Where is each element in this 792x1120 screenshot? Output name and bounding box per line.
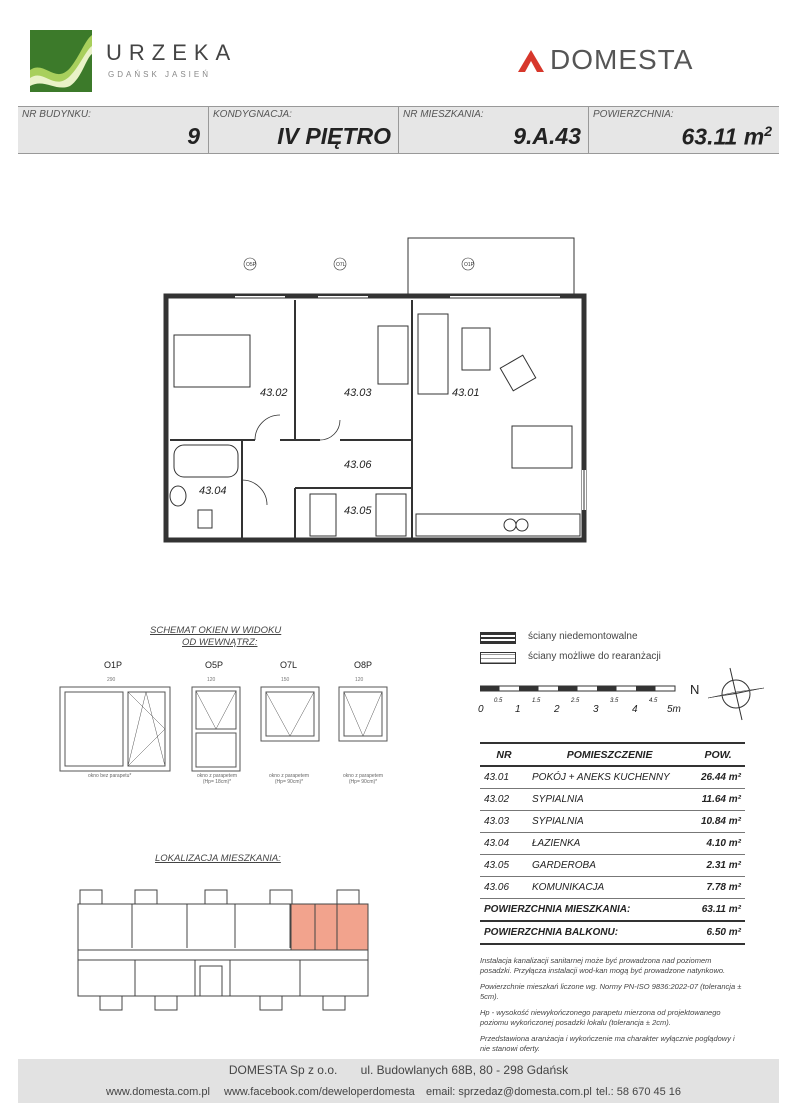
col-nr: NR [480,743,528,766]
floor-value: IV PIĘTRO [277,123,391,149]
window-o7l-name: O7L [280,660,298,670]
total-balcony-value: 6.50 m² [691,921,745,944]
row-nr: 43.01 [480,766,528,789]
legend-fixed-swatch [480,632,516,644]
table-row [480,855,745,877]
total-apartment-row [480,899,745,922]
window-o8p-name: O8P [354,660,373,670]
row-name: KOMUNIKACJA [528,877,691,899]
floor-plan [150,230,620,550]
row-area: 10.84 m² [691,811,745,833]
row-nr: 43.03 [480,811,528,833]
row-area: 26.44 m² [691,766,745,789]
scale-label-3: 3 [593,704,599,715]
rooms-table-header [480,743,745,766]
window-tag-o7l: O7L [336,262,346,268]
scale-label-4: 4 [632,704,638,715]
row-area: 2.31 m² [691,855,745,877]
window-o8p-note: okno z parapetem (Hp= 90cm)* [342,773,384,785]
apartment-cell [398,107,589,153]
legend-fixed-label: ściany niedemontowalne [528,631,638,642]
row-name: POKÓJ + ANEKS KUCHENNY [528,766,691,789]
footer-company: DOMESTA Sp z o.o. [228,1063,338,1077]
scale-minor-0: 0.5 [494,698,503,704]
rooms-table [480,742,745,945]
room-label-43-02: 43.02 [260,387,288,399]
apartment-value: 9.A.43 [513,123,581,149]
svg-text:290: 290 [107,677,116,683]
svg-text:150: 150 [281,677,290,683]
total-apartment-value: 63.11 m² [691,899,745,922]
highlighted-apartment [291,904,368,950]
row-nr: 43.06 [480,877,528,899]
footer-phone: tel.: 58 670 45 16 [596,1086,682,1098]
total-apartment-label: POWIERZCHNIA MIESZKANIA: [480,899,691,922]
col-area: POW. [691,743,745,766]
table-row [480,877,745,899]
footer [18,1059,779,1103]
total-balcony-label: POWIERZCHNIA BALKONU: [480,921,691,944]
row-name: SYPIALNIA [528,789,691,811]
room-label-43-05: 43.05 [344,505,372,517]
floor-label: KONDYGNACJA: [213,109,292,120]
project-subtitle: GDAŃSK JASIEŃ [108,70,212,79]
window-o7l-note: okno z parapetem (Hp= 90cm)* [268,773,310,785]
row-area: 7.78 m² [691,877,745,899]
area-value: 63.11 $m^2$ [681,123,772,150]
footer-email[interactable]: email: sprzedaz@domesta.com.pl [426,1086,592,1098]
note-1: Instalacja kanalizacji sanitarnej może być prowadzona nad poziomem posadzki. Przyłącza instalacji wod-kan mogą być prowadzone natynkowo. [480,956,726,975]
building-label: NR BUDYNKU: [22,109,91,120]
room-label-43-01: 43.01 [452,387,480,399]
footer-website[interactable]: www.domesta.com.pl [106,1086,210,1098]
scale-label-1: 1 [515,704,521,715]
location-plan [75,888,375,1020]
row-area: 4.10 m² [691,833,745,855]
table-row [480,766,745,789]
footer-facebook[interactable]: www.facebook.com/deweloperdomesta [224,1086,415,1098]
scale-label-0: 0 [478,704,484,715]
svg-text:120: 120 [355,677,364,683]
scale-minor-1: 1.5 [532,698,541,704]
floor-cell [208,107,399,153]
scale-bar [480,684,680,696]
window-o5p-name: O5P [205,660,224,670]
row-nr: 43.02 [480,789,528,811]
row-name: GARDEROBA [528,855,691,877]
window-tag-o5p: O5P [246,262,257,268]
table-row [480,833,745,855]
windows-schema-title-1: SCHEMAT OKIEN W WIDOKU [150,625,282,636]
windows-schema-title-2: OD WEWNĄTRZ: [182,637,258,648]
scale-minor-4: 4.5 [649,698,658,704]
window-o5p-note: okno z parapetem (Hp= 18cm)* [196,773,238,785]
legend-movable-label: ściany możliwe do rearanżacji [528,651,661,662]
svg-text:120: 120 [207,677,216,683]
room-label-43-06: 43.06 [344,459,372,471]
row-area: 11.64 m² [691,789,745,811]
row-name: SYPIALNIA [528,811,691,833]
info-bar [18,106,779,154]
developer-name: DOMESTA [550,44,694,75]
scale-label-2: 2 [554,704,560,715]
location-title: LOKALIZACJA MIESZKANIA: [155,853,281,864]
project-name: URZEKA [106,40,238,65]
building-value: 9 [187,123,200,149]
footer-line-1 [18,1063,779,1077]
legend-movable-swatch [480,652,516,664]
scale-minor-2: 2.5 [571,698,580,704]
building-cell [18,107,208,153]
row-nr: 43.05 [480,855,528,877]
compass-icon [704,664,770,724]
total-balcony-row [480,921,745,944]
window-o1p-note: okno bez parapetu* [88,773,132,779]
room-label-43-04: 43.04 [199,485,227,497]
area-label: POWIERZCHNIA: [593,109,674,120]
row-nr: 43.04 [480,833,528,855]
note-4: Przedstawiona aranżacja i wykończenie ma charakter wyłącznie poglądowy i nie stanowi oferty. [480,1034,735,1053]
footer-address: ul. Budowlanych 68B, 80 - 298 Gdańsk [360,1063,569,1077]
row-name: ŁAZIENKA [528,833,691,855]
note-3: Hp - wysokość niewykończonego parapetu mierzona od projektowanego poziomu wykończonej posadzki lokalu (tolerancja ± 2cm). [480,1008,721,1027]
urzeka-logo [30,30,92,92]
note-2: Powierzchnie mieszkań liczone wg. Normy PN-ISO 9836:2022-07 (tolerancja ± 5cm). [480,982,742,1001]
window-o1p-name: O1P [104,660,123,670]
window-tag-o1p: O1P [464,262,475,268]
area-cell [588,107,780,153]
scale-label-5: 5m [667,704,681,715]
north-label: N [690,682,700,697]
table-row [480,811,745,833]
apartment-label: NR MIESZKANIA: [403,109,484,120]
scale-minor-3: 3.5 [610,698,619,704]
table-row [480,789,745,811]
col-room: POMIESZCZENIE [528,743,691,766]
room-label-43-03: 43.03 [344,387,372,399]
domesta-logo-icon [518,48,544,79]
